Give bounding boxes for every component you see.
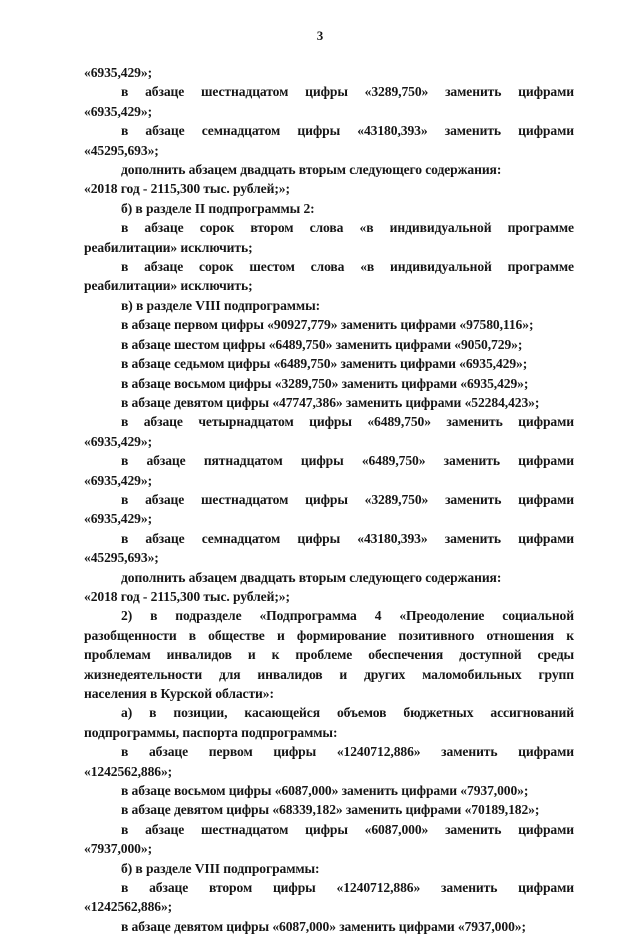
- text-line: «2018 год - 2115,300 тыс. рублей;»;: [84, 181, 290, 197]
- text-line: в абзаце втором цифры «1240712,886» заменить цифрами: [121, 880, 574, 896]
- text-line: реабилитации» исключить;: [84, 278, 253, 294]
- text-line: в абзаце первом цифры «90927,779» заменить цифрами «97580,116»;: [121, 317, 534, 333]
- text-line: дополнить абзацем двадцать вторым следующего содержания:: [121, 162, 502, 178]
- text-line: в абзаце девятом цифры «47747,386» заменить цифрами «52284,423»;: [121, 394, 540, 410]
- text-line: в абзаце девятом цифры «68339,182» заменить цифрами «70189,182»;: [121, 802, 540, 818]
- text-line: «6935,429»;: [84, 433, 152, 449]
- text-line: «1242562,886»;: [84, 899, 173, 915]
- text-line: «7937,000»;: [84, 841, 152, 857]
- text-line: реабилитации» исключить;: [84, 239, 253, 255]
- page-number: 3: [316, 28, 324, 43]
- text-line: «6935,429»;: [84, 511, 152, 527]
- text-line: в абзаце шестнадцатом цифры «3289,750» заменить цифрами: [121, 84, 574, 100]
- text-line: в абзаце сорок шестом слова «в индивидуальной программе: [121, 259, 574, 275]
- text-line: «45295,693»;: [84, 142, 159, 158]
- text-line: «2018 год - 2115,300 тыс. рублей;»;: [84, 588, 290, 604]
- text-line: в абзаце шестнадцатом цифры «6087,000» заменить цифрами: [121, 821, 574, 837]
- text-line: «45295,693»;: [84, 550, 159, 566]
- text-line: в абзаце первом цифры «1240712,886» заменить цифрами: [121, 744, 574, 760]
- text-line: «6935,429»;: [84, 472, 152, 488]
- text-line: «6935,429»;: [84, 103, 152, 119]
- text-line: проблемам инвалидов и к проблеме обеспечения доступной среды: [84, 647, 574, 663]
- text-line: б) в разделе II подпрограммы 2:: [121, 200, 315, 216]
- text-line: а) в позиции, касающейся объемов бюджетных ассигнований: [121, 705, 574, 721]
- text-line: жизнедеятельности для инвалидов и других маломобильных групп: [84, 666, 574, 682]
- text-line: в абзаце сорок втором слова «в индивидуальной программе: [121, 220, 574, 236]
- text-line: разобщенности в обществе и формирование позитивного отношения к: [84, 627, 574, 643]
- text-line: в) в разделе VIII подпрограммы:: [121, 297, 321, 313]
- text-line: в абзаце седьмом цифры «6489,750» заменить цифрами «6935,429»;: [121, 356, 528, 372]
- text-line: 2) в подразделе «Подпрограмма 4 «Преодоление социальной: [121, 608, 574, 624]
- text-line: в абзаце пятнадцатом цифры «6489,750» заменить цифрами: [121, 453, 574, 469]
- text-line: в абзаце семнадцатом цифры «43180,393» заменить цифрами: [121, 530, 574, 546]
- text-line: в абзаце шестом цифры «6489,750» заменить цифрами «9050,729»;: [121, 336, 523, 352]
- text-line: в абзаце восьмом цифры «6087,000» заменить цифрами «7937,000»;: [121, 783, 529, 799]
- text-line: в абзаце семнадцатом цифры «43180,393» заменить цифрами: [121, 123, 574, 139]
- text-line: «1242562,886»;: [84, 763, 173, 779]
- text-line: в абзаце шестнадцатом цифры «3289,750» заменить цифрами: [121, 491, 574, 507]
- document-body: [84, 63, 574, 936]
- text-line: в абзаце четырнадцатом цифры «6489,750» заменить цифрами: [121, 414, 574, 430]
- text-line: б) в разделе VIII подпрограммы:: [121, 860, 320, 876]
- text-line: «6935,429»;: [84, 65, 152, 80]
- text-line: в абзаце девятом цифры «6087,000» заменить цифрами «7937,000»;: [121, 918, 526, 934]
- text-line: дополнить абзацем двадцать вторым следующего содержания:: [121, 569, 502, 585]
- text-line: в абзаце восьмом цифры «3289,750» заменить цифрами «6935,429»;: [121, 375, 529, 391]
- text-line: населения в Курской области»:: [84, 686, 274, 701]
- text-line: подпрограммы, паспорта подпрограммы:: [84, 724, 338, 740]
